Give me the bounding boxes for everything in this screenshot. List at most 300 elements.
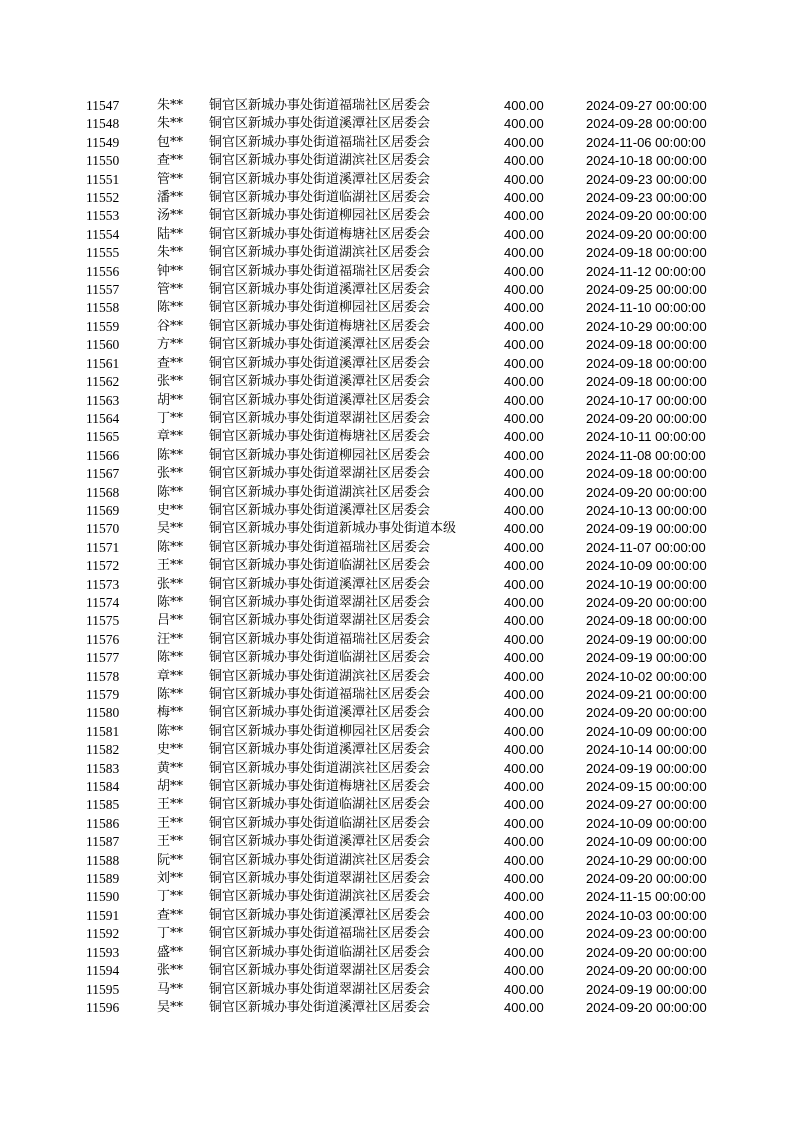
record-id: 11548 — [86, 116, 120, 132]
record-name: 陈** — [157, 723, 184, 739]
table-row — [0, 318, 793, 336]
record-amount: 400.00 — [504, 116, 544, 132]
table-row — [0, 944, 793, 962]
record-amount: 400.00 — [504, 337, 544, 353]
table-row — [0, 171, 793, 189]
record-amount: 400.00 — [504, 410, 544, 426]
record-time: 2024-09-18 00:00:00 — [586, 374, 707, 390]
record-id: 11588 — [86, 852, 120, 868]
record-time: 2024-09-20 00:00:00 — [586, 484, 707, 500]
record-time: 2024-10-18 00:00:00 — [586, 153, 707, 169]
table-row — [0, 447, 793, 465]
record-name: 管** — [157, 171, 184, 187]
record-organization: 铜官区新城办事处街道柳园社区居委会 — [209, 723, 431, 739]
record-amount: 400.00 — [504, 466, 544, 482]
record-id: 11586 — [86, 815, 120, 831]
record-id: 11578 — [86, 668, 120, 684]
record-amount: 400.00 — [504, 190, 544, 206]
record-amount: 400.00 — [504, 907, 544, 923]
record-amount: 400.00 — [504, 484, 544, 500]
record-organization: 铜官区新城办事处街道翠湖社区居委会 — [209, 594, 431, 610]
record-organization: 铜官区新城办事处街道溪潭社区居委会 — [209, 502, 431, 518]
record-name: 王** — [157, 797, 184, 813]
record-id: 11566 — [86, 447, 120, 463]
record-name: 吴** — [157, 999, 184, 1015]
record-amount: 400.00 — [504, 447, 544, 463]
table-row — [0, 796, 793, 814]
record-id: 11576 — [86, 631, 120, 647]
table-row — [0, 723, 793, 741]
record-time: 2024-09-20 00:00:00 — [586, 871, 707, 887]
record-time: 2024-09-23 00:00:00 — [586, 171, 707, 187]
record-time: 2024-10-02 00:00:00 — [586, 668, 707, 684]
table-row — [0, 833, 793, 851]
record-id: 11569 — [86, 502, 120, 518]
record-organization: 铜官区新城办事处街道溪潭社区居委会 — [209, 374, 431, 390]
record-id: 11592 — [86, 926, 120, 942]
record-time: 2024-10-13 00:00:00 — [586, 502, 707, 518]
record-id: 11563 — [86, 392, 120, 408]
record-id: 11595 — [86, 981, 120, 997]
record-time: 2024-09-18 00:00:00 — [586, 466, 707, 482]
record-time: 2024-09-28 00:00:00 — [586, 116, 707, 132]
record-organization: 铜官区新城办事处街道溪潭社区居委会 — [209, 355, 431, 371]
record-name: 张** — [157, 466, 184, 482]
table-row — [0, 668, 793, 686]
record-id: 11584 — [86, 779, 120, 795]
table-row — [0, 244, 793, 262]
record-amount: 400.00 — [504, 374, 544, 390]
record-id: 11551 — [86, 171, 120, 187]
record-name: 马** — [157, 981, 184, 997]
table-row — [0, 778, 793, 796]
record-amount: 400.00 — [504, 153, 544, 169]
record-time: 2024-10-09 00:00:00 — [586, 815, 707, 831]
record-name: 胡** — [157, 779, 184, 795]
record-name: 谷** — [157, 318, 184, 334]
table-row — [0, 97, 793, 115]
record-amount: 400.00 — [504, 539, 544, 555]
record-organization: 铜官区新城办事处街道湖滨社区居委会 — [209, 153, 431, 169]
record-organization: 铜官区新城办事处街道梅塘社区居委会 — [209, 779, 431, 795]
record-name: 陈** — [157, 687, 184, 702]
record-amount: 400.00 — [504, 355, 544, 371]
record-organization: 铜官区新城办事处街道福瑞社区居委会 — [209, 134, 431, 150]
record-id: 11565 — [86, 429, 120, 445]
record-id: 11557 — [86, 282, 120, 298]
record-amount: 400.00 — [504, 723, 544, 739]
record-organization: 铜官区新城办事处街道翠湖社区居委会 — [209, 410, 431, 426]
record-amount: 400.00 — [504, 558, 544, 574]
record-time: 2024-10-29 00:00:00 — [586, 318, 707, 334]
record-id: 11567 — [86, 466, 120, 482]
record-amount: 400.00 — [504, 944, 544, 960]
record-organization: 铜官区新城办事处街道柳园社区居委会 — [209, 300, 431, 316]
record-amount: 400.00 — [504, 687, 544, 702]
table-row — [0, 539, 793, 557]
table-row — [0, 115, 793, 133]
record-organization: 铜官区新城办事处街道临湖社区居委会 — [209, 944, 431, 960]
record-organization: 铜官区新城办事处街道梅塘社区居委会 — [209, 318, 431, 334]
record-organization: 铜官区新城办事处街道湖滨社区居委会 — [209, 760, 431, 776]
record-amount: 400.00 — [504, 208, 544, 224]
record-time: 2024-09-21 00:00:00 — [586, 687, 707, 702]
record-organization: 铜官区新城办事处街道湖滨社区居委会 — [209, 245, 431, 261]
record-id: 11558 — [86, 300, 120, 316]
record-amount: 400.00 — [504, 245, 544, 261]
record-id: 11583 — [86, 760, 120, 776]
record-name: 王** — [157, 815, 184, 831]
record-organization: 铜官区新城办事处街道临湖社区居委会 — [209, 558, 431, 574]
table-row — [0, 557, 793, 575]
record-name: 管** — [157, 282, 184, 298]
record-time: 2024-09-27 00:00:00 — [586, 797, 707, 813]
table-row — [0, 281, 793, 299]
record-time: 2024-11-10 00:00:00 — [586, 300, 706, 316]
record-organization: 铜官区新城办事处街道溪潭社区居委会 — [209, 999, 431, 1015]
record-id: 11553 — [86, 208, 120, 224]
record-organization: 铜官区新城办事处街道福瑞社区居委会 — [209, 263, 431, 279]
record-name: 朱** — [157, 116, 184, 132]
record-organization: 铜官区新城办事处街道翠湖社区居委会 — [209, 871, 431, 887]
table-row — [0, 355, 793, 373]
table-row — [0, 189, 793, 207]
record-time: 2024-09-20 00:00:00 — [586, 208, 707, 224]
record-time: 2024-09-20 00:00:00 — [586, 999, 707, 1015]
table-row — [0, 502, 793, 520]
record-organization: 铜官区新城办事处街道翠湖社区居委会 — [209, 613, 431, 629]
record-amount: 400.00 — [504, 134, 544, 150]
record-amount: 400.00 — [504, 779, 544, 795]
record-id: 11555 — [86, 245, 120, 261]
table-row — [0, 299, 793, 317]
table-row — [0, 852, 793, 870]
record-time: 2024-09-19 00:00:00 — [586, 650, 707, 666]
record-id: 11591 — [86, 907, 120, 923]
record-name: 陈** — [157, 484, 184, 500]
record-organization: 铜官区新城办事处街道溪潭社区居委会 — [209, 907, 431, 923]
record-amount: 400.00 — [504, 502, 544, 518]
record-name: 章** — [157, 429, 184, 445]
record-amount: 400.00 — [504, 613, 544, 629]
record-amount: 400.00 — [504, 981, 544, 997]
record-organization: 铜官区新城办事处街道溪潭社区居委会 — [209, 576, 431, 592]
record-amount: 400.00 — [504, 742, 544, 758]
record-name: 包** — [157, 134, 184, 150]
record-name: 张** — [157, 374, 184, 390]
record-amount: 400.00 — [504, 392, 544, 408]
record-id: 11556 — [86, 263, 120, 279]
table-row — [0, 704, 793, 722]
record-id: 11587 — [86, 834, 120, 850]
record-organization: 铜官区新城办事处街道翠湖社区居委会 — [209, 963, 431, 979]
record-organization: 铜官区新城办事处街道临湖社区居委会 — [209, 190, 431, 206]
record-organization: 铜官区新城办事处街道溪潭社区居委会 — [209, 282, 431, 298]
table-row — [0, 520, 793, 538]
record-organization: 铜官区新城办事处街道福瑞社区居委会 — [209, 631, 431, 647]
record-time: 2024-11-15 00:00:00 — [586, 889, 706, 905]
record-name: 阮** — [157, 852, 184, 868]
table-row — [0, 925, 793, 943]
record-id: 11547 — [86, 98, 120, 113]
record-organization: 铜官区新城办事处街道翠湖社区居委会 — [209, 466, 431, 482]
record-organization: 铜官区新城办事处街道福瑞社区居委会 — [209, 539, 431, 555]
record-name: 陈** — [157, 594, 184, 610]
record-id: 11549 — [86, 134, 120, 150]
record-time: 2024-09-18 00:00:00 — [586, 245, 707, 261]
record-name: 查** — [157, 907, 184, 923]
record-name: 汤** — [157, 208, 184, 224]
record-organization: 铜官区新城办事处街道临湖社区居委会 — [209, 815, 431, 831]
record-name: 张** — [157, 963, 184, 979]
record-time: 2024-09-20 00:00:00 — [586, 705, 707, 721]
record-time: 2024-09-19 00:00:00 — [586, 760, 707, 776]
record-time: 2024-09-18 00:00:00 — [586, 337, 707, 353]
record-amount: 400.00 — [504, 171, 544, 187]
record-amount: 400.00 — [504, 834, 544, 850]
record-organization: 铜官区新城办事处街道溪潭社区居委会 — [209, 742, 431, 758]
record-time: 2024-09-18 00:00:00 — [586, 355, 707, 371]
record-amount: 400.00 — [504, 263, 544, 279]
record-time: 2024-11-06 00:00:00 — [586, 134, 706, 150]
record-time: 2024-09-23 00:00:00 — [586, 926, 707, 942]
record-organization: 铜官区新城办事处街道梅塘社区居委会 — [209, 226, 431, 242]
record-name: 潘** — [157, 190, 184, 206]
record-amount: 400.00 — [504, 815, 544, 831]
record-id: 11552 — [86, 190, 120, 206]
record-id: 11554 — [86, 226, 120, 242]
record-amount: 400.00 — [504, 282, 544, 298]
records-table — [0, 97, 793, 1017]
record-time: 2024-09-20 00:00:00 — [586, 226, 707, 242]
table-row — [0, 888, 793, 906]
record-name: 汪** — [157, 631, 184, 647]
table-row — [0, 226, 793, 244]
record-organization: 铜官区新城办事处街道溪潭社区居委会 — [209, 834, 431, 850]
record-id: 11573 — [86, 576, 120, 592]
record-time: 2024-09-27 00:00:00 — [586, 98, 707, 113]
record-id: 11593 — [86, 944, 120, 960]
record-time: 2024-09-20 00:00:00 — [586, 594, 707, 610]
record-id: 11594 — [86, 963, 120, 979]
record-organization: 铜官区新城办事处街道湖滨社区居委会 — [209, 668, 431, 684]
record-name: 钟** — [157, 263, 184, 279]
record-time: 2024-10-14 00:00:00 — [586, 742, 707, 758]
record-id: 11564 — [86, 410, 120, 426]
record-organization: 铜官区新城办事处街道溪潭社区居委会 — [209, 392, 431, 408]
table-row — [0, 686, 793, 704]
record-name: 朱** — [157, 245, 184, 261]
record-name: 盛** — [157, 944, 184, 960]
record-organization: 铜官区新城办事处街道临湖社区居委会 — [209, 650, 431, 666]
table-row — [0, 465, 793, 483]
record-amount: 400.00 — [504, 963, 544, 979]
record-time: 2024-10-17 00:00:00 — [586, 392, 707, 408]
record-time: 2024-09-18 00:00:00 — [586, 613, 707, 629]
record-id: 11550 — [86, 153, 120, 169]
record-organization: 铜官区新城办事处街道溪潭社区居委会 — [209, 337, 431, 353]
record-id: 11577 — [86, 650, 120, 666]
record-amount: 400.00 — [504, 668, 544, 684]
record-time: 2024-09-15 00:00:00 — [586, 779, 707, 795]
record-id: 11572 — [86, 558, 120, 574]
record-time: 2024-09-19 00:00:00 — [586, 631, 707, 647]
record-id: 11562 — [86, 374, 120, 390]
record-organization: 铜官区新城办事处街道溪潭社区居委会 — [209, 705, 431, 721]
record-time: 2024-09-20 00:00:00 — [586, 944, 707, 960]
record-id: 11561 — [86, 355, 120, 371]
record-name: 陈** — [157, 300, 184, 316]
record-amount: 400.00 — [504, 300, 544, 316]
record-time: 2024-11-08 00:00:00 — [586, 447, 706, 463]
record-amount: 400.00 — [504, 594, 544, 610]
record-organization: 铜官区新城办事处街道翠湖社区居委会 — [209, 981, 431, 997]
record-name: 陈** — [157, 650, 184, 666]
record-id: 11560 — [86, 337, 120, 353]
record-organization: 铜官区新城办事处街道梅塘社区居委会 — [209, 429, 431, 445]
record-time: 2024-10-29 00:00:00 — [586, 852, 707, 868]
record-name: 吕** — [157, 613, 184, 629]
table-row — [0, 981, 793, 999]
record-name: 王** — [157, 834, 184, 850]
record-id: 11568 — [86, 484, 120, 500]
record-amount: 400.00 — [504, 889, 544, 905]
table-row — [0, 484, 793, 502]
table-row — [0, 649, 793, 667]
record-organization: 铜官区新城办事处街道柳园社区居委会 — [209, 447, 431, 463]
record-organization: 铜官区新城办事处街道湖滨社区居委会 — [209, 889, 431, 905]
record-time: 2024-10-03 00:00:00 — [586, 907, 707, 923]
table-row — [0, 152, 793, 170]
record-time: 2024-10-09 00:00:00 — [586, 723, 707, 739]
record-amount: 400.00 — [504, 760, 544, 776]
record-time: 2024-10-11 00:00:00 — [586, 429, 706, 445]
record-id: 11590 — [86, 889, 120, 905]
record-time: 2024-10-09 00:00:00 — [586, 558, 707, 574]
table-row — [0, 815, 793, 833]
record-id: 11596 — [86, 999, 120, 1015]
record-id: 11575 — [86, 613, 120, 629]
table-row — [0, 373, 793, 391]
record-name: 王** — [157, 558, 184, 574]
record-organization: 铜官区新城办事处街道福瑞社区居委会 — [209, 98, 431, 113]
record-name: 刘** — [157, 871, 184, 887]
record-amount: 400.00 — [504, 852, 544, 868]
record-amount: 400.00 — [504, 576, 544, 592]
record-name: 陆** — [157, 226, 184, 242]
record-amount: 400.00 — [504, 226, 544, 242]
record-amount: 400.00 — [504, 705, 544, 721]
table-row — [0, 263, 793, 281]
table-row — [0, 741, 793, 759]
record-organization: 铜官区新城办事处街道柳园社区居委会 — [209, 208, 431, 224]
record-amount: 400.00 — [504, 871, 544, 887]
record-name: 丁** — [157, 410, 184, 426]
record-name: 张** — [157, 576, 184, 592]
record-name: 查** — [157, 355, 184, 371]
table-row — [0, 336, 793, 354]
record-name: 章** — [157, 668, 184, 684]
table-row — [0, 134, 793, 152]
table-row — [0, 207, 793, 225]
record-time: 2024-09-19 00:00:00 — [586, 521, 707, 537]
record-id: 11585 — [86, 797, 120, 813]
record-organization: 铜官区新城办事处街道湖滨社区居委会 — [209, 852, 431, 868]
record-amount: 400.00 — [504, 650, 544, 666]
record-time: 2024-10-19 00:00:00 — [586, 576, 707, 592]
record-time: 2024-09-23 00:00:00 — [586, 190, 707, 206]
table-row — [0, 428, 793, 446]
record-name: 吴** — [157, 521, 184, 537]
table-row — [0, 962, 793, 980]
record-time: 2024-09-19 00:00:00 — [586, 981, 707, 997]
record-time: 2024-11-07 00:00:00 — [586, 539, 706, 555]
record-time: 2024-09-20 00:00:00 — [586, 410, 707, 426]
record-id: 11570 — [86, 521, 120, 537]
record-organization: 铜官区新城办事处街道福瑞社区居委会 — [209, 926, 431, 942]
record-id: 11579 — [86, 687, 120, 702]
record-amount: 400.00 — [504, 98, 544, 113]
record-name: 黄** — [157, 760, 184, 776]
table-row — [0, 392, 793, 410]
record-id: 11580 — [86, 705, 120, 721]
record-organization: 铜官区新城办事处街道福瑞社区居委会 — [209, 687, 431, 702]
record-time: 2024-09-20 00:00:00 — [586, 963, 707, 979]
record-name: 查** — [157, 153, 184, 169]
record-organization: 铜官区新城办事处街道溪潭社区居委会 — [209, 171, 431, 187]
record-id: 11559 — [86, 318, 120, 334]
record-id: 11574 — [86, 594, 120, 610]
record-name: 陈** — [157, 447, 184, 463]
record-name: 朱** — [157, 98, 184, 113]
record-name: 丁** — [157, 926, 184, 942]
record-id: 11589 — [86, 871, 120, 887]
record-amount: 400.00 — [504, 631, 544, 647]
record-name: 史** — [157, 742, 184, 758]
record-amount: 400.00 — [504, 999, 544, 1015]
record-organization: 铜官区新城办事处街道溪潭社区居委会 — [209, 116, 431, 132]
record-amount: 400.00 — [504, 521, 544, 537]
record-id: 11571 — [86, 539, 120, 555]
record-amount: 400.00 — [504, 797, 544, 813]
table-row — [0, 410, 793, 428]
record-time: 2024-11-12 00:00:00 — [586, 263, 706, 279]
table-row — [0, 870, 793, 888]
record-name: 丁** — [157, 889, 184, 905]
record-name: 方** — [157, 337, 184, 353]
record-amount: 400.00 — [504, 429, 544, 445]
record-time: 2024-09-25 00:00:00 — [586, 282, 707, 298]
record-name: 胡** — [157, 392, 184, 408]
record-organization: 铜官区新城办事处街道新城办事处街道本级 — [209, 521, 457, 537]
record-time: 2024-10-09 00:00:00 — [586, 834, 707, 850]
record-name: 陈** — [157, 539, 184, 555]
record-organization: 铜官区新城办事处街道临湖社区居委会 — [209, 797, 431, 813]
record-id: 11582 — [86, 742, 120, 758]
table-row — [0, 907, 793, 925]
record-name: 史** — [157, 502, 184, 518]
table-row — [0, 760, 793, 778]
table-row — [0, 594, 793, 612]
table-row — [0, 631, 793, 649]
record-organization: 铜官区新城办事处街道湖滨社区居委会 — [209, 484, 431, 500]
table-row — [0, 612, 793, 630]
record-name: 梅** — [157, 705, 184, 721]
record-amount: 400.00 — [504, 926, 544, 942]
table-row — [0, 576, 793, 594]
table-row — [0, 999, 793, 1017]
record-amount: 400.00 — [504, 318, 544, 334]
